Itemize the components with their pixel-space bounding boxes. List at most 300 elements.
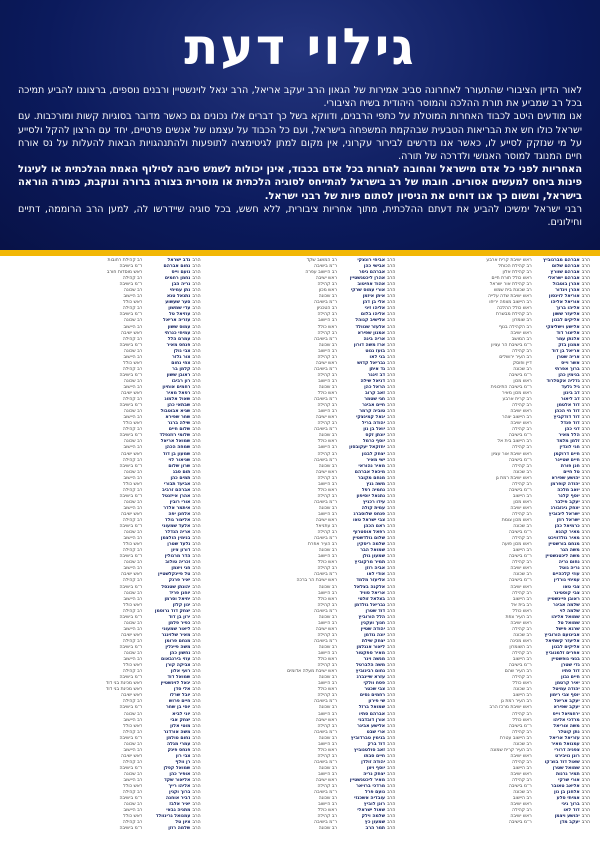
signatory-name: חנן פורת bbox=[560, 463, 580, 469]
signatory-name: יגאל קמינצקי bbox=[356, 415, 386, 421]
signatory-description: רב היישוב bbox=[123, 475, 143, 481]
signatory-description: ראש ישיבה bbox=[315, 360, 338, 366]
signatory-honorific: הרב bbox=[192, 645, 201, 650]
signatory-honorific: הרב bbox=[192, 711, 201, 717]
signatory-name: גדליה אקסלרוד bbox=[546, 378, 580, 384]
signatory-honorific: הרב bbox=[192, 378, 201, 384]
signatory-name: יצחק נריה bbox=[363, 771, 386, 777]
signatory-name: תום סבג bbox=[172, 469, 191, 475]
signatory-description: ראש ישיבה bbox=[510, 505, 532, 511]
signatory-description: ראש כולל bbox=[123, 421, 143, 427]
signatory-description: ראש כולל bbox=[317, 687, 338, 693]
signatory-description: רב היישוב bbox=[123, 747, 143, 753]
signatory-name: אליהו בלום bbox=[360, 312, 386, 318]
signatory-name: רחמים אוחיון bbox=[162, 384, 191, 390]
signatory-name: מתניה גבאי bbox=[166, 808, 191, 814]
signatory-name: אביעד תבורי bbox=[163, 481, 191, 487]
signatory-name: נועם וייס bbox=[171, 270, 191, 276]
signatory-honorific: הרב bbox=[192, 632, 201, 638]
signatory-name: אליאור שקד bbox=[164, 778, 191, 784]
signatory-honorific: הרב bbox=[387, 808, 396, 814]
signatory-name: משה ליכטנשטיין bbox=[545, 554, 580, 560]
signatory-description: ראש ישיבה bbox=[510, 409, 532, 415]
signatory-name: רון רביבו bbox=[171, 378, 191, 384]
signatory-name: יהונתן שטנסל bbox=[161, 584, 191, 590]
signatory-name: עדי שמשון bbox=[168, 306, 191, 312]
signatory-description: רב קהילה bbox=[512, 348, 532, 354]
signatory-description: ראש מכון צומת bbox=[501, 518, 532, 524]
signatory-description: רב שכונה bbox=[318, 645, 338, 650]
signatory-name: אברהם סתיו bbox=[359, 711, 386, 717]
signatory-honorific: הרב bbox=[581, 681, 590, 687]
signatory-description: ראש ישיבה bbox=[510, 620, 532, 626]
signatory-description: רב קהילה bbox=[512, 536, 532, 542]
signatory-name: בצלאל זולטי bbox=[358, 596, 386, 602]
signatory-honorific: הרב bbox=[387, 747, 396, 753]
signatory-description: רב קהילה bbox=[317, 693, 338, 699]
signatory-name: יובל שרלו bbox=[169, 693, 191, 699]
signatory-description: ראש ישיבת אור עציון bbox=[491, 451, 532, 457]
signatory-honorific: הרב bbox=[387, 651, 396, 657]
signatory-name: טל פיינקלשטיין bbox=[158, 572, 191, 578]
signatory-description: ראש ישיבה bbox=[315, 778, 338, 784]
signatory-name: גד איתן bbox=[369, 366, 386, 372]
signatory-honorific: הרב bbox=[581, 784, 590, 790]
signatory-description: רב קהילה bbox=[512, 445, 532, 451]
signatory-description: ראש מכון bbox=[513, 378, 532, 384]
signatory-honorific: הרב bbox=[387, 258, 396, 263]
signatory-name: חגי לונדין bbox=[559, 445, 580, 451]
signatory-name: דב ליאור bbox=[560, 397, 580, 403]
signatory-name: נועם פרל bbox=[364, 790, 386, 796]
signatory-honorific: הרב bbox=[192, 566, 201, 572]
signatory-honorific: הרב bbox=[581, 632, 590, 638]
signatory-description: רב קהילה bbox=[122, 306, 143, 312]
signatory-honorific: הרב bbox=[192, 258, 201, 263]
signatory-description: ר"מ בישיבה bbox=[508, 723, 532, 729]
signatory-description: רב היישוב bbox=[318, 511, 338, 517]
signatory-name: עוזי קלכהיים bbox=[552, 572, 580, 578]
signatory-name: אוריאל לוינסון bbox=[548, 294, 580, 300]
signatory-honorific: הרב bbox=[387, 626, 396, 632]
signatory-description: רב שכונה bbox=[123, 620, 143, 626]
signatory-description: ר"מ בישיבה bbox=[508, 530, 532, 536]
signatory-name: נחום אברהם bbox=[163, 264, 191, 270]
signatory-name: ישראל ליבוביץ bbox=[548, 511, 580, 517]
signatory-description: ר"מ בישיבה bbox=[508, 487, 532, 493]
signatory-honorific: הרב bbox=[192, 572, 201, 578]
signatory-honorific: הרב bbox=[581, 288, 590, 294]
signatory-honorific: הרב bbox=[387, 306, 396, 312]
signatory-honorific: הרב bbox=[581, 270, 590, 276]
signatory-name: קלמן בר bbox=[172, 366, 191, 372]
signatory-honorific: הרב bbox=[581, 481, 590, 487]
signatory-description: ר"מ בישיבה bbox=[314, 790, 338, 796]
signatory-name: זאב סולטנוביץ bbox=[354, 747, 386, 753]
signatory-description: ר"מ בישיבה התיכונית bbox=[490, 384, 532, 390]
signatory-description: רב קהילת רחובות bbox=[107, 258, 143, 263]
signatory-description: ר"מ בישיבה bbox=[314, 759, 338, 765]
signatory-honorific: הרב bbox=[387, 421, 396, 427]
signatory-name: ברוך אפרתי bbox=[554, 366, 580, 372]
signatory-honorific: הרב bbox=[387, 475, 396, 481]
signatory-honorific: הרב bbox=[387, 294, 396, 300]
signatory-name: שמעון כץ bbox=[364, 820, 386, 826]
signatory-honorific: הרב bbox=[581, 457, 590, 463]
signatory-description: ר"מ בישיבה bbox=[119, 524, 143, 530]
signatory-honorific: הרב bbox=[387, 439, 396, 445]
signatory-name: ינון קלזן bbox=[172, 602, 191, 608]
signatory-name: צבי קוסטינר bbox=[553, 590, 580, 596]
signatory-description: רב היישוב bbox=[318, 378, 338, 384]
signatory-description: ראש ישיבת מרכז הרב bbox=[489, 705, 532, 711]
signatory-honorific: הרב bbox=[581, 584, 590, 590]
signatory-name: אורי שרקי bbox=[558, 778, 580, 784]
signatory-name: אלעד שמעוני bbox=[162, 524, 191, 530]
signatory-description: רב שכונה bbox=[123, 802, 143, 808]
signatory-honorific: הרב bbox=[581, 814, 590, 820]
signatory-name: רפאל אוסטרוף bbox=[352, 530, 386, 536]
signatory-description: רב קהילה bbox=[317, 354, 338, 360]
signatory-name: יונתן זקס bbox=[365, 433, 386, 439]
signatory-name: עובדיה אשכנזי bbox=[354, 796, 386, 802]
signatory-name: יואב מלכה bbox=[557, 487, 580, 493]
signatory-honorific: הרב bbox=[192, 330, 201, 336]
signatory-description: רב היישוב bbox=[318, 741, 338, 747]
signatory-name: אורן דובדבני bbox=[358, 717, 386, 723]
signatory-name: בועז גנוט bbox=[365, 348, 386, 354]
signatory-description: ראש מכון פועה bbox=[501, 542, 532, 548]
signatory-honorific: הרב bbox=[192, 747, 201, 753]
signatory-description: ר"מ בישיבה bbox=[314, 300, 338, 306]
signatory-name: משה הגר bbox=[560, 548, 580, 554]
signatory-name: צבי גולן bbox=[173, 348, 191, 354]
signatory-name: אברהם מברגוביץ bbox=[543, 258, 580, 263]
signatory-honorific: הרב bbox=[192, 717, 201, 723]
signatory-honorific: הרב bbox=[581, 264, 590, 270]
signatory-name: דוד סתיו bbox=[561, 669, 580, 675]
signatory-honorific: הרב bbox=[581, 318, 590, 324]
signatory-description: רב קהילה bbox=[122, 548, 143, 554]
signatory-name: עמנואל מאיר bbox=[551, 741, 580, 747]
signatory-honorific: הרב bbox=[192, 451, 201, 457]
signatory-name: רועי אלון bbox=[170, 669, 191, 675]
signatory-honorific: הרב bbox=[192, 542, 201, 548]
signatory-description: רב קהילה bbox=[122, 729, 143, 735]
signatory-description: ראש מכינת בני דוד bbox=[105, 681, 143, 687]
signatory-description: ר"מ בישיבה bbox=[119, 796, 143, 802]
signatory-honorific: הרב bbox=[192, 457, 201, 463]
signatory-name: אליהו זיני bbox=[364, 306, 386, 312]
signatory-honorific: הרב bbox=[581, 391, 590, 397]
signatory-name: אריאל סוויד bbox=[359, 590, 386, 596]
signatory-description: רב קהילת אלון bbox=[502, 270, 532, 276]
signatory-name: ליאור שמעוני bbox=[162, 626, 191, 632]
signatory-name: דוד ברק bbox=[367, 741, 386, 747]
signatory-description: רב היישוב bbox=[123, 324, 143, 330]
signatory-name: איתמר אלדר bbox=[163, 505, 191, 511]
signatory-description: ר"מ בישיבה bbox=[119, 463, 143, 469]
signatory-name: עזריאל אריאל bbox=[549, 735, 580, 741]
signatory-honorific: הרב bbox=[387, 578, 396, 584]
signatory-honorific: הרב bbox=[387, 802, 396, 808]
signatory-description: רב קהילה bbox=[512, 729, 532, 735]
signatory-honorific: הרב bbox=[192, 264, 201, 270]
signatory-name: משה אורדנר bbox=[163, 729, 191, 735]
signatory-honorific: הרב bbox=[387, 511, 396, 517]
signatory-name: נתן עמיחי bbox=[169, 288, 191, 294]
signatory-name: דוד לאו bbox=[563, 808, 580, 814]
signatory-honorific: הרב bbox=[192, 270, 201, 276]
signatory-honorific: הרב bbox=[387, 554, 396, 560]
signatory-name: שלום חיים bbox=[168, 427, 191, 433]
signatory-description: ר"מ בישיבה bbox=[508, 578, 532, 584]
signatory-honorific: הרב bbox=[581, 300, 590, 306]
signatory-description: ראש ישיבה bbox=[121, 693, 143, 699]
signatory-name: כרמיאל כהן bbox=[554, 524, 580, 530]
signatory-name: נחמיה רפל bbox=[361, 487, 386, 493]
signatory-name: דביר אוחנה bbox=[165, 796, 191, 802]
signatory-description: רב היישוב bbox=[318, 711, 338, 717]
signatory-description: רב היישוב מצפה יריחו bbox=[489, 300, 532, 306]
signatory-honorific: הרב bbox=[192, 560, 201, 566]
signatory-description: ראש כולל bbox=[123, 300, 143, 306]
signatory-name: חיים דרוקמן bbox=[553, 451, 580, 457]
signatory-honorific: הרב bbox=[581, 542, 590, 548]
signatory-description: ראש ישיבה bbox=[315, 626, 338, 632]
signatory-honorific: הרב bbox=[192, 282, 201, 288]
signatory-description: ראש כולל ההלכה bbox=[496, 306, 532, 312]
signatory-description: רב שכונה bbox=[318, 765, 338, 771]
signatory-name: אמיתי סלע bbox=[556, 796, 580, 802]
signatory-honorific: הרב bbox=[387, 372, 396, 378]
signatory-honorific: הרב bbox=[192, 814, 201, 820]
signatory-description: ר"מ בישיבה bbox=[508, 372, 532, 378]
signatory-honorific: הרב bbox=[387, 753, 396, 759]
header-banner bbox=[0, 0, 600, 250]
signatory-name: צביקה קורן bbox=[165, 663, 191, 669]
signatory-description: רב היישוב bbox=[512, 657, 532, 663]
signatory-honorific: הרב bbox=[387, 632, 396, 638]
signatory-name: עמיחי כנרתי bbox=[164, 330, 191, 336]
signatory-name: שאול דוד בוצ'קו bbox=[544, 759, 580, 765]
signatory-name: ירחמיאל וייס bbox=[552, 711, 580, 717]
signatory-honorific: הרב bbox=[387, 778, 396, 784]
signatory-honorific: הרב bbox=[387, 566, 396, 572]
signatory-honorific: הרב bbox=[581, 578, 590, 584]
signatory-description: ר"מ בישיבה bbox=[508, 663, 532, 669]
signatory-description: רב שכונה bbox=[123, 318, 143, 324]
signatory-description: רב קהילה bbox=[512, 427, 532, 433]
signatory-honorific: הרב bbox=[192, 753, 201, 759]
signatory-name: ירון בן דוד bbox=[168, 614, 191, 620]
signatory-description: ראש ישיבה bbox=[510, 421, 532, 427]
signatory-name: דוד אלטמן bbox=[557, 403, 580, 409]
signatory-entry bbox=[399, 820, 590, 826]
signatory-honorific: הרב bbox=[192, 808, 201, 814]
signatory-description: רב קהילה bbox=[122, 790, 143, 796]
signatory-honorific: הרב bbox=[387, 282, 396, 288]
signatory-honorific: הרב bbox=[192, 511, 201, 517]
signatory-name: מנחם פרומן bbox=[164, 638, 191, 644]
signatory-description: ר"מ בישיבה bbox=[314, 608, 338, 614]
signatory-name: דוד חי הכהן bbox=[554, 409, 580, 415]
signatory-name: צפניה דרורי bbox=[554, 747, 580, 753]
signatory-name: אודי לאו bbox=[366, 572, 386, 578]
signatory-name: מאיר ליכטנשטיין bbox=[349, 778, 386, 784]
signatory-description: רב קהילה bbox=[512, 511, 532, 517]
signatory-honorific: הרב bbox=[581, 366, 590, 372]
signatory-honorific: הרב bbox=[192, 530, 201, 536]
signatory-description: רב קהילה bbox=[317, 814, 338, 820]
signatory-description: רב שכונה bbox=[123, 741, 143, 747]
signatory-name: ראם הכהן bbox=[363, 524, 386, 530]
signatory-description: ר"מ בישיבה bbox=[314, 729, 338, 735]
signatory-honorific: הרב bbox=[581, 765, 590, 771]
signatory-honorific: הרב bbox=[387, 312, 396, 318]
signatory-description: רב היישוב bbox=[318, 409, 338, 415]
signatory-honorific: הרב bbox=[192, 342, 201, 348]
signatory-name: שלמה ריסקין bbox=[357, 542, 386, 548]
signatory-honorific: הרב bbox=[581, 469, 590, 475]
signatory-honorific: הרב bbox=[581, 747, 590, 753]
signatory-honorific: הרב bbox=[192, 288, 201, 294]
signatory-description: רב היישוב bbox=[318, 554, 338, 560]
signatory-honorific: הרב bbox=[581, 378, 590, 384]
signatory-name: נתנאל טנא bbox=[166, 294, 191, 300]
signatory-description: רב שכונה bbox=[123, 439, 143, 445]
signatory-name: אלקנה בצלאל bbox=[354, 584, 386, 590]
signatory-name: איתן איזמן bbox=[362, 294, 386, 300]
signatory-name: שלמה רוזן bbox=[168, 826, 191, 832]
signatory-honorific: הרב bbox=[192, 765, 201, 771]
signatory-description: רב היישוב bbox=[318, 318, 338, 324]
signatory-honorific: הרב bbox=[581, 651, 590, 657]
signatory-description: ראש ישיבה bbox=[510, 814, 532, 820]
signatory-name: שמואל קפלן bbox=[163, 765, 191, 771]
signatory-name: אלי סדן bbox=[173, 687, 191, 693]
signatory-name: אליקים לבנון bbox=[551, 645, 580, 650]
signatory-description: רב קהילה bbox=[122, 366, 143, 372]
signatory-honorific: הרב bbox=[192, 384, 201, 390]
signatory-honorific: הרב bbox=[387, 675, 396, 681]
signatory-column bbox=[203, 258, 398, 844]
signatory-description: ר"מ בישיבה bbox=[119, 614, 143, 620]
signatory-description: רב קהילה bbox=[122, 276, 143, 282]
signatory-honorific: הרב bbox=[387, 451, 396, 457]
signatory-description: רב קהילה bbox=[512, 626, 532, 632]
signatory-name: זכריה טולוב bbox=[165, 560, 191, 566]
signatory-name: מאיר נהוראי bbox=[358, 463, 386, 469]
signatory-honorific: הרב bbox=[192, 669, 201, 675]
signatory-description: רב היישוב bbox=[123, 778, 143, 784]
signatory-description: ר"מ בישיבה bbox=[314, 336, 338, 342]
signatory-honorific: הרב bbox=[581, 771, 590, 777]
signatory-name: שלמה וילק bbox=[361, 814, 386, 820]
signatory-name: אריה הנדלר bbox=[164, 530, 191, 536]
signatory-honorific: הרב bbox=[581, 306, 590, 312]
signatory-name: יוסף ויצן bbox=[366, 765, 386, 771]
signatory-honorific: הרב bbox=[192, 300, 201, 306]
signatory-description: רב קהילה bbox=[317, 451, 338, 457]
signatory-name: שלומי רוזנפלד bbox=[159, 433, 191, 439]
signatory-honorific: הרב bbox=[581, 717, 590, 723]
signatory-name: יואל בן נון bbox=[363, 427, 386, 433]
signatory-honorific: הרב bbox=[192, 524, 201, 530]
signatory-description: רב היישוב bbox=[318, 590, 338, 596]
signatory-name: אהרן אייזנטל bbox=[162, 493, 191, 499]
signatory-description: ראש ישיבה bbox=[121, 753, 143, 759]
signatory-honorific: הרב bbox=[581, 342, 590, 348]
signatory-description: ראש ישיבה bbox=[510, 330, 532, 336]
signatory-name: ציון טל bbox=[175, 820, 191, 826]
signatory-honorific: הרב bbox=[192, 372, 201, 378]
signatory-honorific: הרב bbox=[192, 578, 201, 584]
signatory-name: חגי ויצמן bbox=[171, 566, 191, 572]
signatory-honorific: הרב bbox=[581, 626, 590, 632]
signatory-honorific: הרב bbox=[192, 687, 201, 693]
signatory-honorific: הרב bbox=[387, 705, 396, 711]
signatory-description: רב שכונה bbox=[123, 590, 143, 596]
signatory-name: מאיר ספקטור bbox=[355, 651, 386, 657]
signatory-description: ר"מ בישיבה bbox=[119, 645, 143, 650]
signatory-honorific: הרב bbox=[387, 620, 396, 626]
signatory-description: ר"מ בישיבה bbox=[314, 536, 338, 542]
signatory-honorific: הרב bbox=[192, 518, 201, 524]
signatory-name: אורי עמוס שרקי bbox=[350, 288, 386, 294]
signatory-honorific: הרב bbox=[192, 784, 201, 790]
signatory-honorific: הרב bbox=[192, 741, 201, 747]
signatory-name: משה פייגלין bbox=[165, 645, 191, 650]
signatory-name: תמים כהן bbox=[170, 475, 191, 481]
signatory-name: שמואל דוד bbox=[167, 675, 191, 681]
signatory-description: ראש כולל bbox=[123, 723, 143, 729]
signatory-name: יהושע ויצמן bbox=[554, 814, 580, 820]
signatory-name: יצחק שילת bbox=[361, 638, 386, 644]
signatory-description: רב היישוב בית אל bbox=[497, 439, 532, 445]
signatory-name: עוזיאל טל bbox=[168, 312, 191, 318]
signatories-list bbox=[8, 258, 592, 844]
signatory-description: רב קהילה bbox=[122, 638, 143, 644]
signatory-description: ר"מ בישיבה bbox=[119, 675, 143, 681]
signatory-name: זלמן מלמד bbox=[556, 439, 580, 445]
signatory-honorific: הרב bbox=[581, 409, 590, 415]
signatory-name: דב זינגר bbox=[367, 372, 386, 378]
signatory-description: רב העיר ירושלים bbox=[499, 354, 532, 360]
signatory-description: ראש מכינת בני דוד bbox=[105, 687, 143, 693]
signatory-description: ר"מ בישיבה bbox=[314, 427, 338, 433]
signatory-description: רב היישוב bbox=[318, 681, 338, 687]
signatory-honorific: הרב bbox=[581, 415, 590, 421]
signatory-description: רב השומרון bbox=[509, 645, 532, 650]
signatory-honorific: הרב bbox=[387, 820, 396, 826]
signatory-name: ברוך גיגי bbox=[561, 802, 580, 808]
signatory-description: ראש ישיבה bbox=[121, 511, 143, 517]
page-title: גילוי דעת bbox=[184, 18, 416, 76]
signatory-honorific: הרב bbox=[387, 270, 396, 276]
signatory-name: אמנון בזק bbox=[558, 342, 580, 348]
signatory-column bbox=[397, 258, 592, 844]
signatory-name: חיים אבינר bbox=[362, 403, 386, 409]
signatory-description: רב קהילה bbox=[512, 403, 532, 409]
signatory-honorific: הרב bbox=[581, 790, 590, 796]
signatory-name: אליצור דוד bbox=[556, 330, 580, 336]
signatory-name: משה צוריאל bbox=[553, 723, 580, 729]
signatory-description: רב שכונה bbox=[318, 675, 338, 681]
signatory-honorific: הרב bbox=[387, 796, 396, 802]
signatory-description: ראש ישיבה bbox=[121, 330, 143, 336]
signatory-description: ראש ישיבה bbox=[315, 518, 338, 524]
